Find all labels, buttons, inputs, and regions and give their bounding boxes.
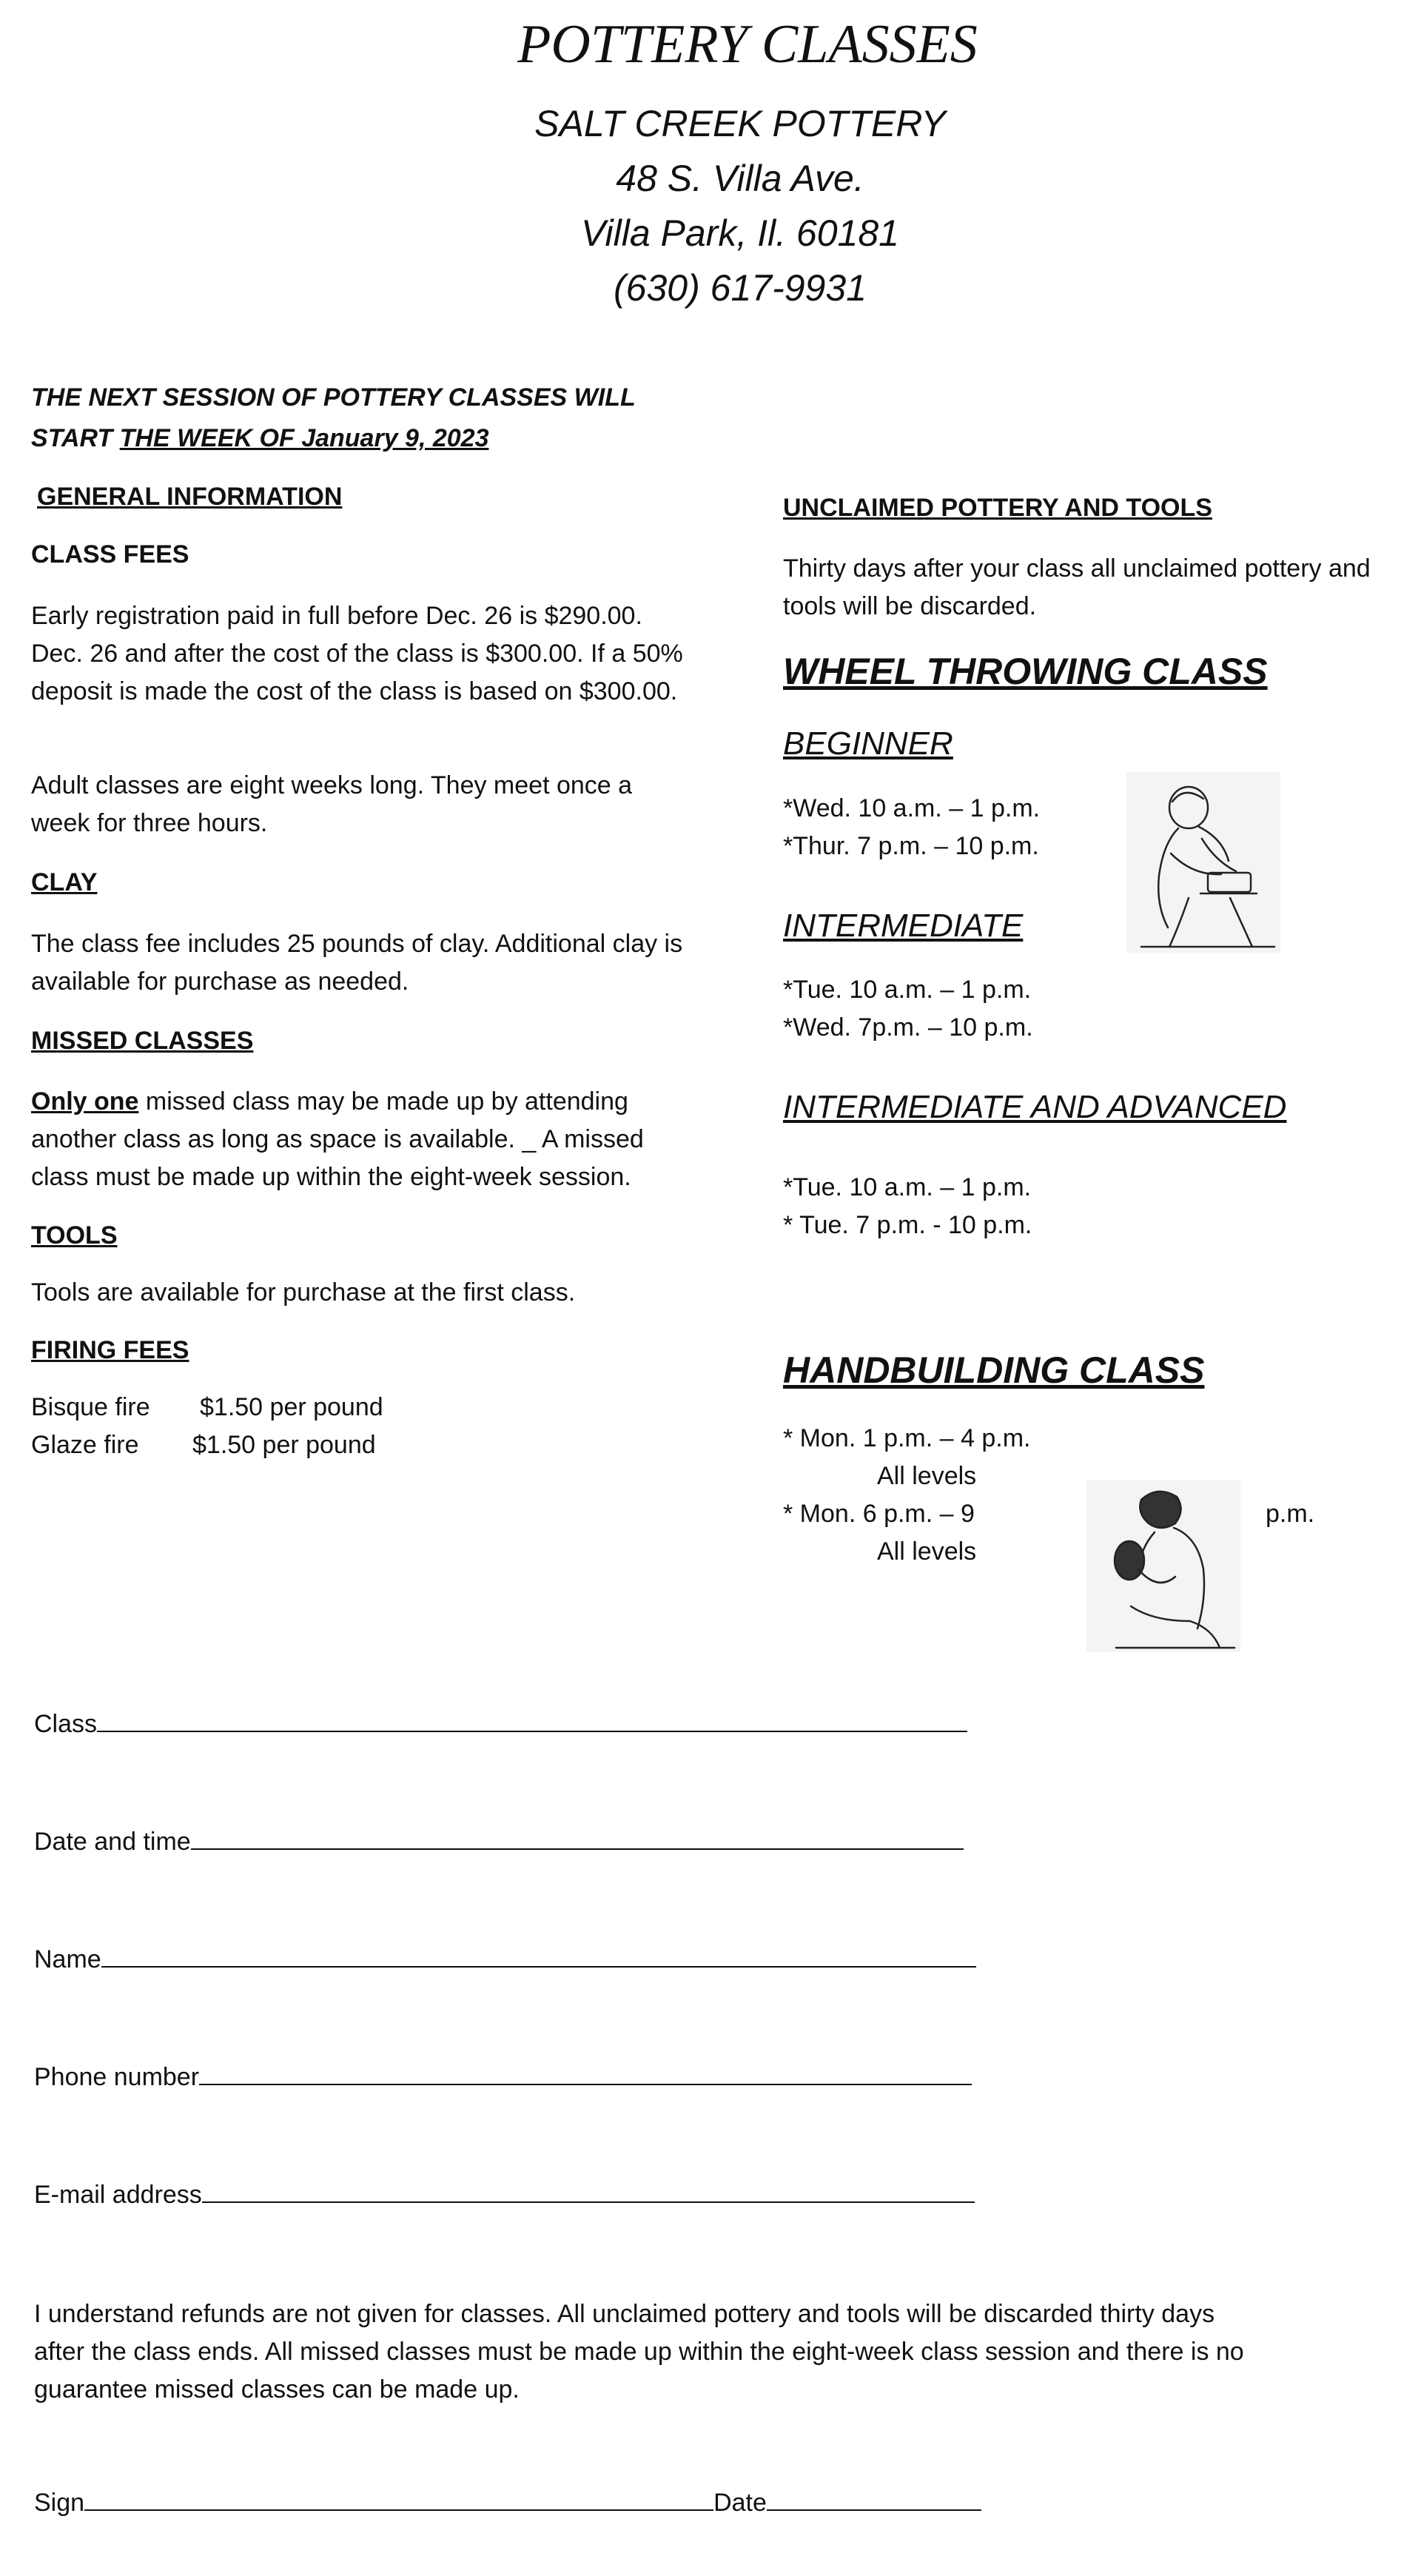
session-date: THE WEEK OF January 9, 2023 [119,424,489,452]
handbuilding-heading: HANDBUILDING CLASS [783,1349,1205,1391]
class-fees-text: Early registration paid in full before Dec. 26 is $290.00. Dec. 26 and after the cost of the class is $300.00. If a 50% deposit is made the cost of the class is based on $300.00. [31,602,683,705]
missed-classes-heading: MISSED CLASSES [31,1027,254,1055]
email-input-line[interactable] [202,2179,975,2203]
session-line-2 [31,424,488,453]
glaze-fire-price: $1.50 per pound [192,1431,376,1459]
page-title: POTTERY CLASSES [517,14,978,75]
date-label: Date [713,2489,767,2517]
business-name: SALT CREEK POTTERY [534,103,946,144]
sign-input-line[interactable] [84,2487,713,2511]
session-prefix: START [31,424,120,452]
class-input-line[interactable] [97,1708,967,1732]
handbuilding-slot-2-levels: All levels [877,1537,977,1566]
class-field-label: Class [34,1710,98,1738]
date-input-line[interactable] [767,2487,981,2511]
handbuilder-sketch-icon [1086,1480,1240,1652]
phone-input-line[interactable] [199,2062,972,2085]
beginner-slot-1: *Wed. 10 a.m. – 1 p.m. [783,794,1041,822]
bisque-fire-label: Bisque fire [31,1393,150,1421]
tools-heading: TOOLS [31,1221,118,1250]
handbuilding-slot-2: * Mon. 6 p.m. – 9 [783,1500,975,1528]
refund-agreement-text: I understand refunds are not given for classes. All unclaimed pottery and tools will be discarded thirty days after the class ends. All missed classes must be made up within the eight-week class session and there is no guarantee missed classes can be made up. [34,2300,1244,2404]
handbuilding-slot-1-levels: All levels [877,1462,977,1490]
phone-field-label: Phone number [34,2063,200,2091]
phone-number: (630) 617-9931 [614,267,867,309]
name-field-label: Name [34,1945,101,1973]
intermediate-heading: INTERMEDIATE [783,908,1024,944]
firing-fees-heading: FIRING FEES [31,1336,189,1364]
general-info-heading: GENERAL INFORMATION [37,483,343,511]
date-time-input-line[interactable] [191,1826,964,1850]
phone-field[interactable] [34,2062,972,2092]
handbuilding-slot-2-pm: p.m. [1266,1500,1315,1528]
beginner-slot-2: *Thur. 7 p.m. – 10 p.m. [783,832,1039,860]
unclaimed-text: Thirty days after your class all unclaimed pottery and tools will be discarded. [783,554,1371,620]
class-field[interactable] [34,1708,967,1739]
missed-classes-text [31,1083,682,1196]
signature-row[interactable] [34,2487,981,2518]
handbuilding-slot-1: * Mon. 1 p.m. – 4 p.m. [783,1424,1031,1452]
intermediate-advanced-slot-1: *Tue. 10 a.m. – 1 p.m. [783,1173,1032,1201]
only-one-text: Only one [31,1087,139,1116]
name-field[interactable] [34,1944,976,1974]
intermediate-slot-2: *Wed. 7p.m. – 10 p.m. [783,1013,1033,1042]
clay-heading: CLAY [31,868,98,896]
city-address: Villa Park, Il. 60181 [581,212,899,254]
wheel-throwing-heading: WHEEL THROWING CLASS [783,651,1268,692]
email-field-label: E-mail address [34,2181,202,2209]
intermediate-advanced-heading: INTERMEDIATE AND ADVANCED [783,1089,1287,1125]
name-input-line[interactable] [101,1944,976,1968]
clay-text: The class fee includes 25 pounds of clay. Additional clay is available for purchase as needed. [31,930,683,996]
email-field[interactable] [34,2179,975,2210]
intermediate-slot-1: *Tue. 10 a.m. – 1 p.m. [783,976,1032,1004]
tools-text: Tools are available for purchase at the first class. [31,1278,576,1307]
unclaimed-heading: UNCLAIMED POTTERY AND TOOLS [783,494,1212,522]
sign-label: Sign [34,2489,85,2517]
beginner-heading: BEGINNER [783,725,953,762]
class-fees-heading: CLASS FEES [31,540,189,568]
date-time-field-label: Date and time [34,1828,191,1856]
adult-classes-text: Adult classes are eight weeks long. They meet once a week for three hours. [31,771,633,837]
street-address: 48 S. Villa Ave. [616,158,864,199]
missed-classes-body: missed class may be made up by attending another class as long as space is available. _ A missed class must be made up within the eight-week session. [31,1087,644,1191]
wheel-thrower-sketch-icon [1126,772,1280,953]
session-line-1: THE NEXT SESSION OF POTTERY CLASSES WILL [31,383,636,412]
date-time-field[interactable] [34,1826,964,1856]
intermediate-advanced-slot-2: * Tue. 7 p.m. - 10 p.m. [783,1211,1032,1239]
bisque-fire-price: $1.50 per pound [200,1393,383,1421]
glaze-fire-label: Glaze fire [31,1431,139,1459]
